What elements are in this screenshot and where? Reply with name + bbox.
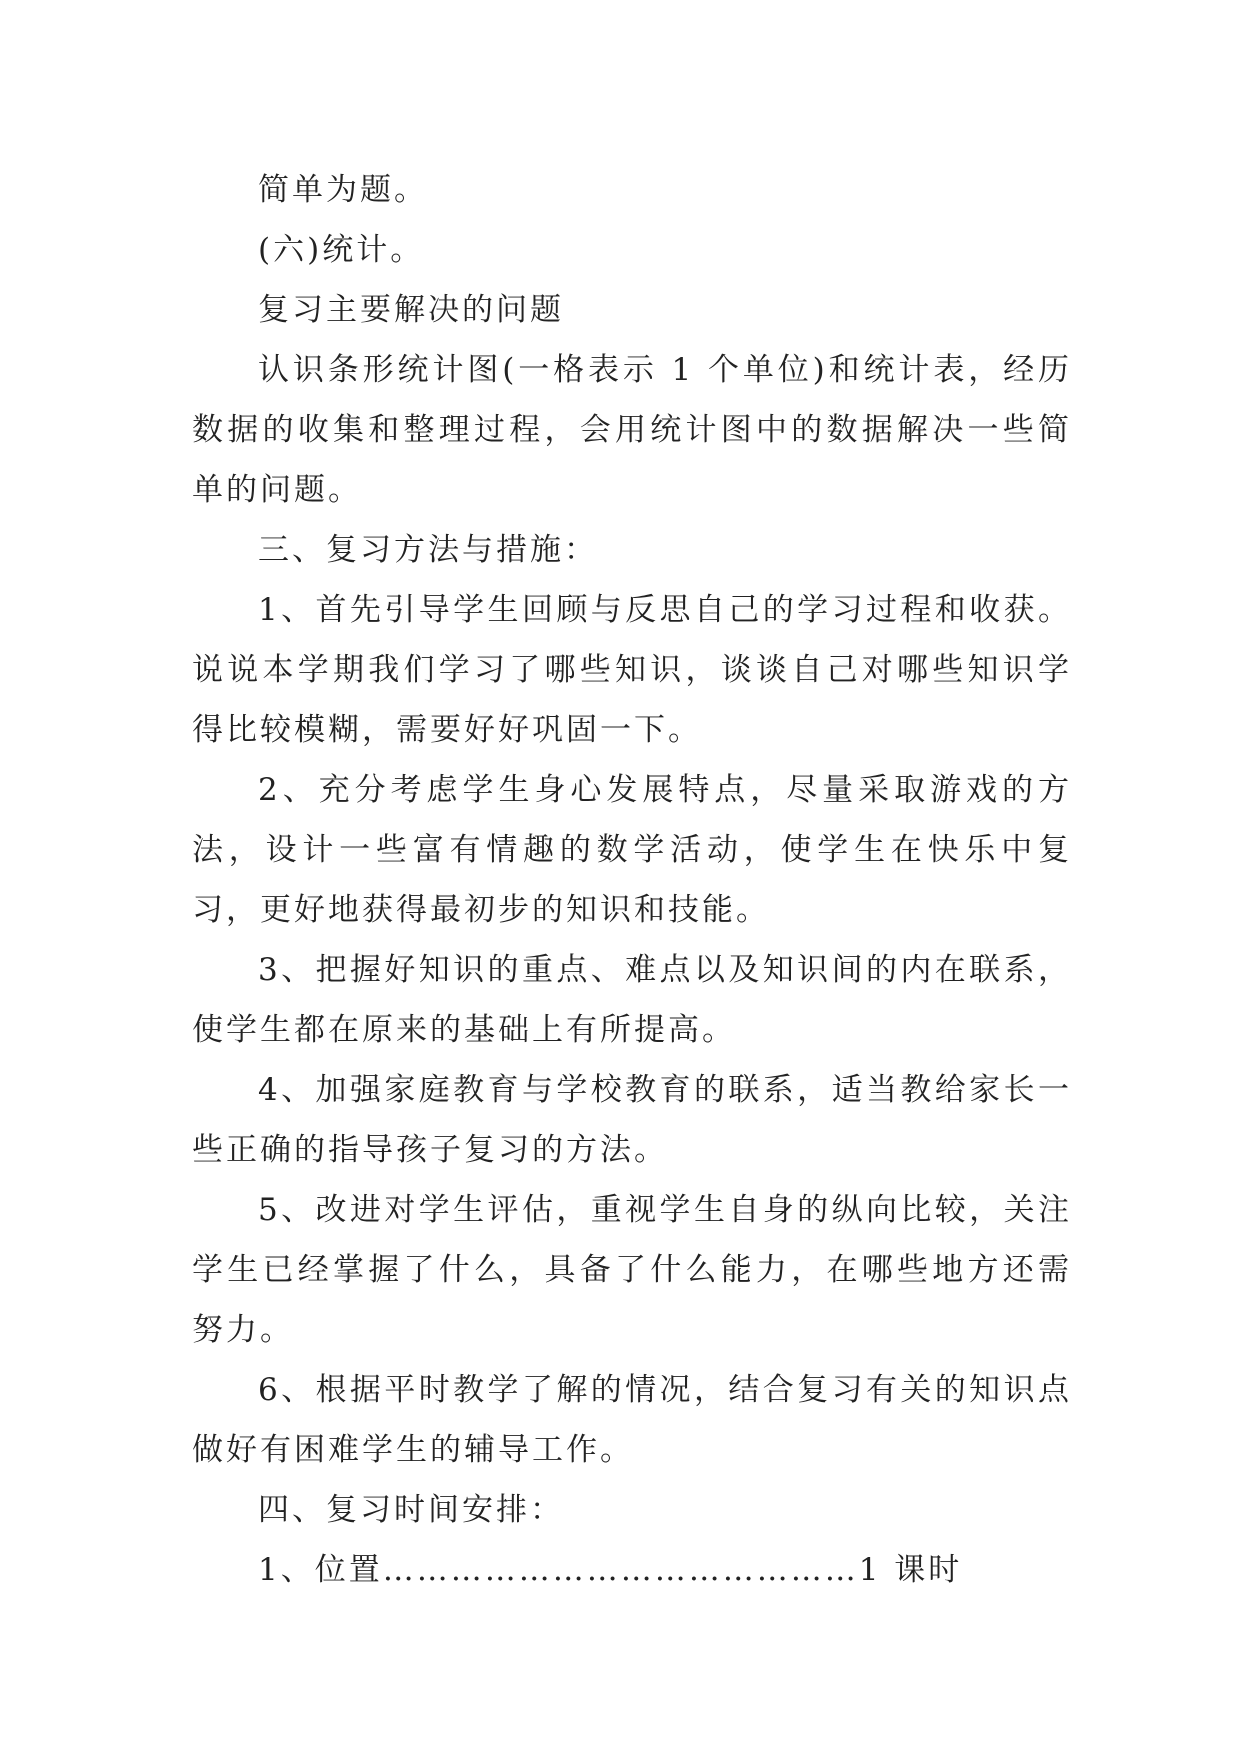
section-heading: (六)统计。 [258, 232, 425, 268]
schedule-leader: …………………………………… [382, 1552, 859, 1588]
schedule-item: 1、位置 [258, 1552, 383, 1588]
paragraph: 认识条形统计图(一格表示 1 个单位)和统计表，经历数据的收集和整理过程，会用统计图中的数据解决一些简单的问题。 [192, 352, 1072, 508]
schedule-row [192, 1540, 1072, 1600]
list-item: 1、首先引导学生回顾与反思自己的学习过程和收获。说说本学期我们学习了哪些知识，谈谈自己对哪些知识学得比较模糊，需要好好巩固一下。 [192, 592, 1072, 748]
document-body [192, 160, 1072, 1600]
list-item: 2、充分考虑学生身心发展特点，尽量采取游戏的方法，设计一些富有情趣的数学活动，使学生在快乐中复习，更好地获得最初步的知识和技能。 [192, 772, 1072, 928]
schedule-duration: 1 课时 [858, 1552, 963, 1588]
section-heading: 三、复习方法与措施： [258, 532, 598, 568]
list-item: 5、改进对学生评估，重视学生自身的纵向比较，关注学生已经掌握了什么，具备了什么能力，在哪些地方还需努力。 [192, 1192, 1072, 1348]
section-heading: 四、复习时间安排： [258, 1492, 564, 1528]
list-item: 4、加强家庭教育与学校教育的联系，适当教给家长一些正确的指导孩子复习的方法。 [192, 1072, 1072, 1168]
list-item: 3、把握好知识的重点、难点以及知识间的内在联系，使学生都在原来的基础上有所提高。 [192, 952, 1072, 1048]
subheading: 复习主要解决的问题 [258, 292, 564, 328]
paragraph: 简单为题。 [258, 172, 428, 208]
list-item: 6、根据平时教学了解的情况，结合复习有关的知识点做好有困难学生的辅导工作。 [192, 1372, 1072, 1468]
